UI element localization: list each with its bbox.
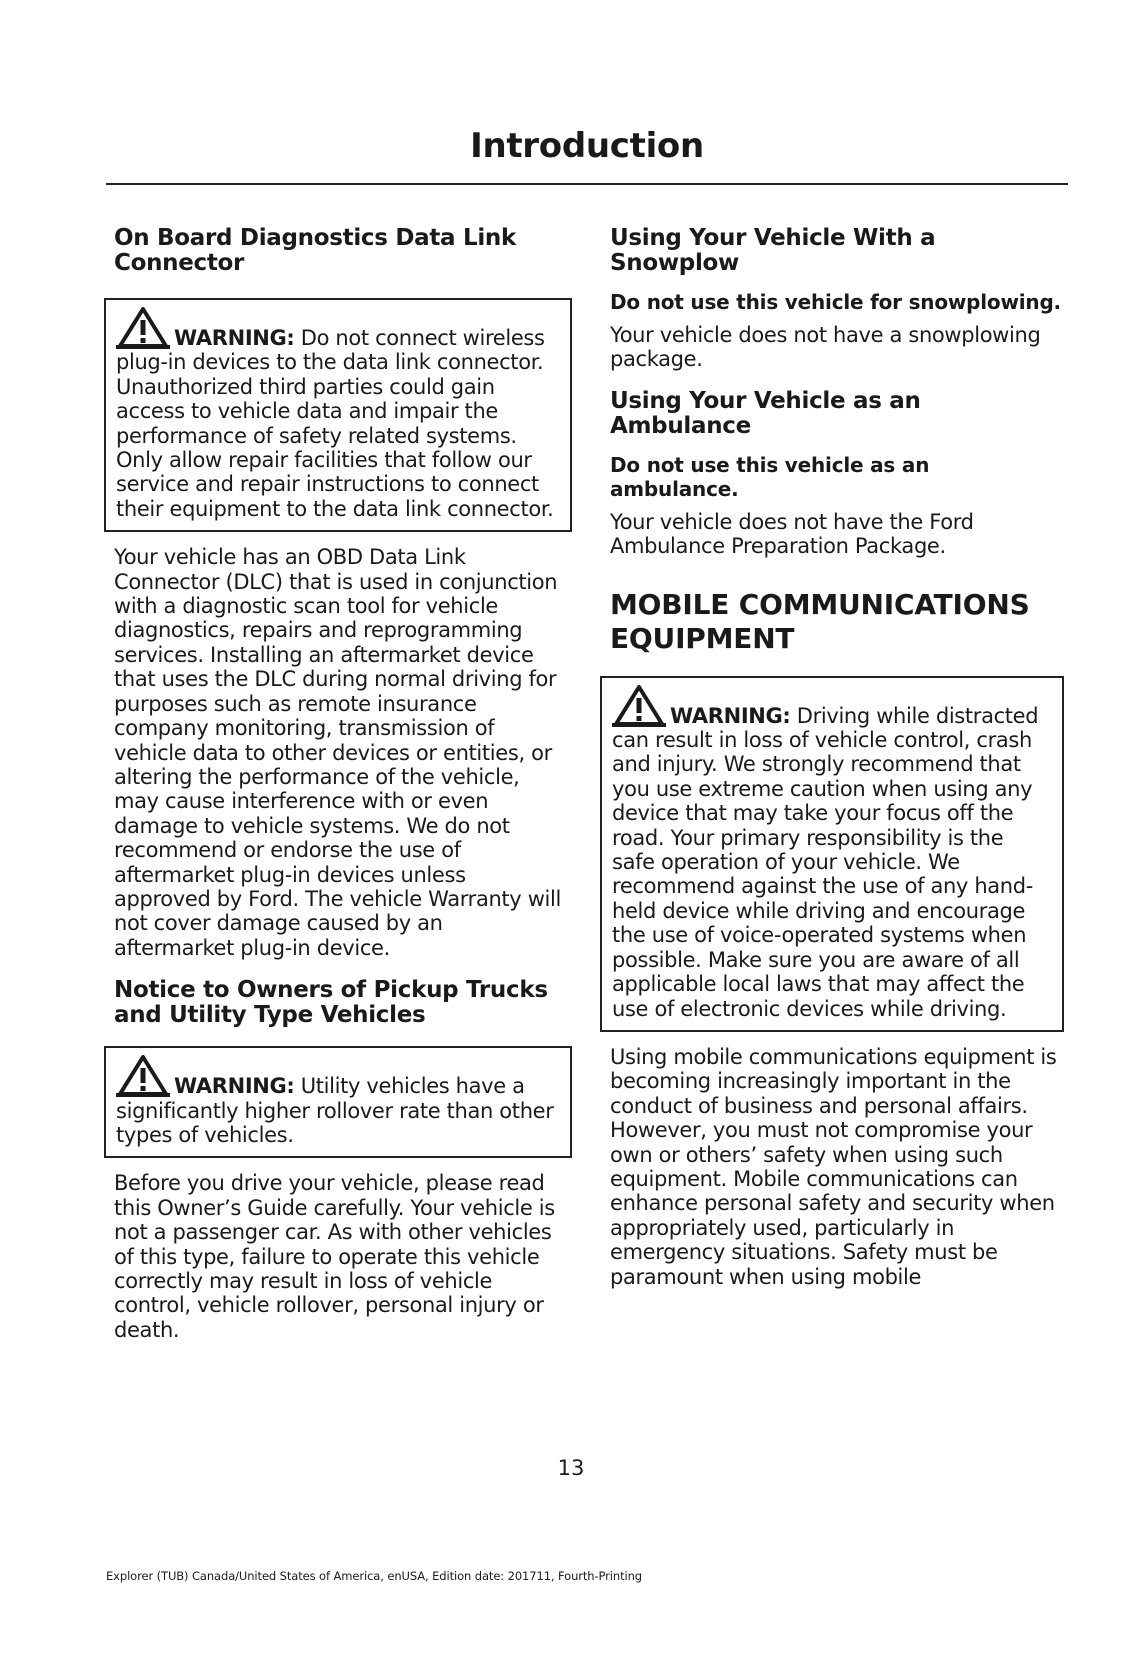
pickup-heading: Notice to Owners of Pickup Trucks and Utility Type Vehicles <box>114 977 548 1029</box>
snowplow-subheading: Do not use this vehicle for snowplowing. <box>610 290 1061 314</box>
ambulance-body: Your vehicle does not have the Ford Ambulance Preparation Package. <box>610 509 974 559</box>
snowplow-body: Your vehicle does not have a snowplowing package. <box>610 323 1041 372</box>
header-rule <box>106 183 1068 185</box>
obd-heading: On Board Diagnostics Data Link Connector <box>114 225 516 276</box>
warning-label: WARNING: <box>670 703 791 728</box>
edition-footer: Explorer (TUB) Canada/United States of America, enUSA, Edition date: 201711, Fourth-Printing <box>106 1569 642 1583</box>
right-column <box>610 226 1062 1289</box>
page-number: 13 <box>557 1456 585 1480</box>
page-header <box>106 126 1068 166</box>
page-title: Introduction <box>470 126 704 166</box>
warning-triangle-icon <box>612 685 666 727</box>
mobile-warning-text <box>612 685 1052 1021</box>
left-column <box>114 226 568 1342</box>
obd-body: Your vehicle has an OBD Data Link Connector (DLC) that is used in conjunction with a diagnostic scan tool for vehicle diagnostics, repairs and reprogramming services. Installing an aftermarket device that uses the DLC during normal driving for purposes such as remote insurance company monitoring, transmission of vehicle data to other devices or entities, or altering the performance of the vehicle, may cause interference with or even damage to vehicle systems. We do not recommend or endorse the use of aftermarket plug-in devices unless approved by Ford. The vehicle Warranty will not cover damage caused by an aftermarket plug-in device. <box>114 545 561 960</box>
ambulance-subheading: Do not use this vehicle as an ambulance. <box>610 452 930 501</box>
warning-triangle-icon <box>116 307 170 349</box>
obd-warning-box <box>104 298 572 532</box>
mobile-body: Using mobile communications equipment is becoming increasingly important in the conduct of business and personal affairs. However, you must not compromise your own or others’ safety when using such equipment. Mobile communications can enhance personal safety and security when appropriately used, particularly in emergency situations. Safety must be paramount when using mobile <box>610 1044 1057 1289</box>
mobile-heading: MOBILE COMMUNICATIONS EQUIPMENT <box>610 587 1030 655</box>
snowplow-heading: Using Your Vehicle With a Snowplow <box>610 225 936 276</box>
mobile-warning-box <box>600 676 1064 1032</box>
warning-label: WARNING: <box>174 326 295 350</box>
pickup-warning-box <box>104 1046 572 1158</box>
pickup-body: Before you drive your vehicle, please read this Owner’s Guide carefully. Your vehicle is not a passenger car. As with other vehicles of this type, failure to operate this vehicle correctly may result in loss of vehicle control, vehicle rollover, personal injury or death. <box>114 1171 555 1342</box>
pickup-warning-text <box>116 1055 560 1147</box>
warning-text: Driving while distracted can result in loss of vehicle control, crash and injury. We strongly recommend that you use extreme caution when using any device that may take your focus off the road. Your primary responsibility is the safe operation of your vehicle. We recommend against the use of any hand-held device while driving and encourage the use of voice-operated systems when possible. Make sure you are aware of all applicable local laws that may affect the use of electronic devices while driving. <box>612 703 1039 1021</box>
warning-label: WARNING: <box>174 1074 295 1099</box>
warning-text: Utility vehicles have a significantly higher rollover rate than other types of vehicles. <box>116 1074 554 1147</box>
warning-triangle-icon <box>116 1055 170 1097</box>
warning-text: Do not connect wireless plug-in devices to the data link connector. Unauthorized third parties could gain access to vehicle data and impair the performance of safety related systems. Only allow repair facilities that follow our service and repair instructions to connect their equipment to the data link connector. <box>116 326 554 521</box>
ambulance-heading: Using Your Vehicle as an Ambulance <box>610 387 921 439</box>
obd-warning-text <box>116 307 560 521</box>
